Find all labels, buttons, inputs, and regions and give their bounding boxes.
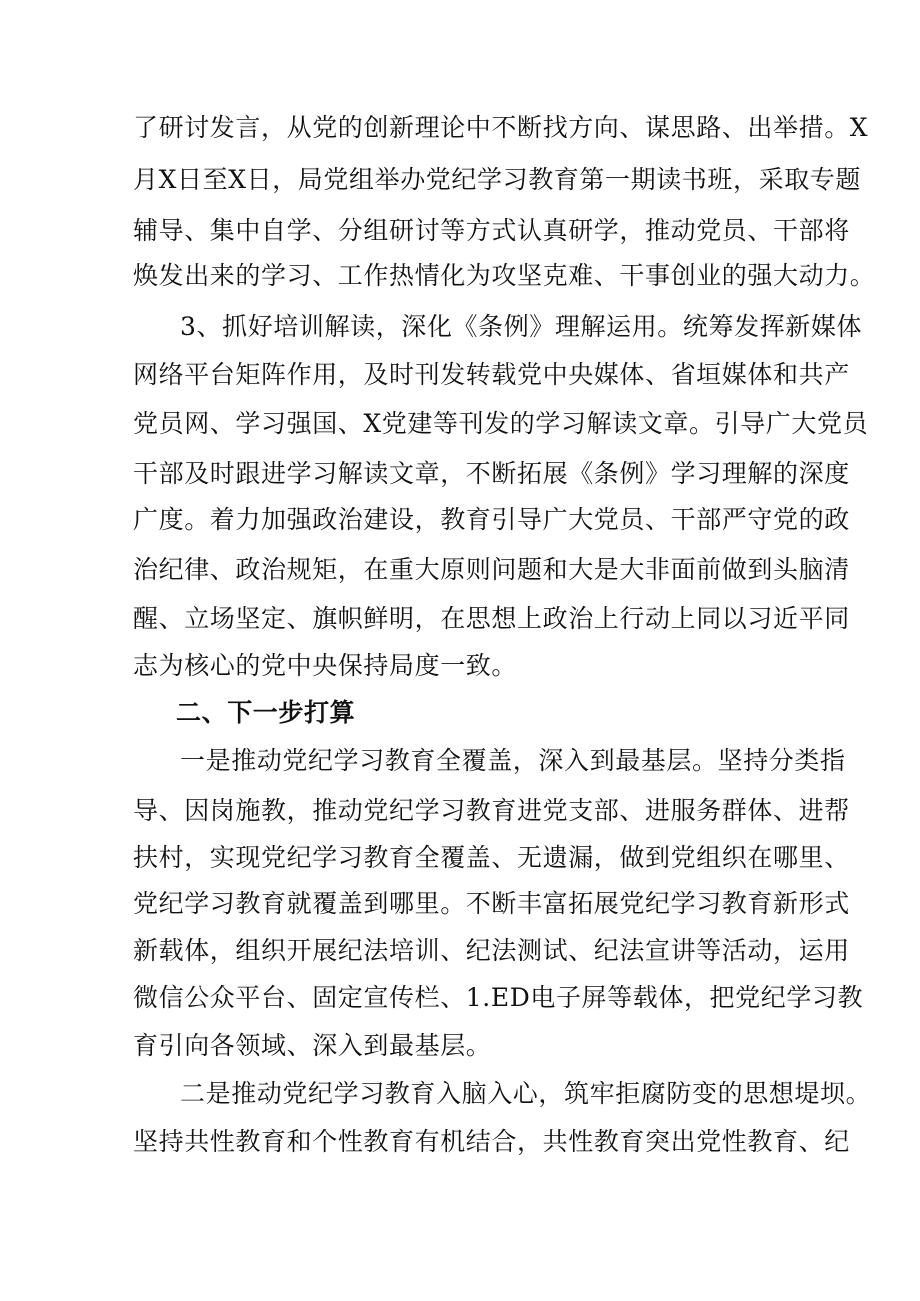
paragraph-first-line: 二是推动党纪学习教育入脑入心，筑牢拒腐防变的思想堤坝。 bbox=[180, 1079, 872, 1108]
text-line: 了研讨发言，从党的创新理论中不断找方向、谋思路、出举措。X bbox=[133, 113, 869, 142]
text-line: 焕发出来的学习、工作热情化为攻坚克难、干事创业的强大动力。 bbox=[133, 261, 876, 290]
text-line: 网络平台矩阵作用，及时刊发转载党中央媒体、省垣媒体和共产 bbox=[133, 360, 850, 389]
text-line: 党纪学习教育就覆盖到哪里。不断丰富拓展党纪学习教育新形式 bbox=[133, 889, 850, 918]
text-line: 育引向各领域、深入到最基层。 bbox=[133, 1031, 492, 1060]
text-line: 党员网、学习强国、X党建等刊发的学习解读文章。引导广大党员 bbox=[133, 409, 869, 438]
text-line: 扶村，实现党纪学习教育全覆盖、无遗漏，做到党组织在哪里、 bbox=[133, 843, 850, 872]
text-line: 月X日至X日，局党组举办党纪学习教育第一期读书班，采取专题 bbox=[133, 165, 861, 194]
text-line: 志为核心的党中央保持局度一致。 bbox=[133, 651, 518, 680]
text-line: 干部及时跟进学习解读文章，不断拓展《条例》学习理解的深度 bbox=[133, 459, 850, 488]
text-line: 醒、立场坚定、旗帜鲜明，在思想上政治上行动上同以习近平同 bbox=[133, 604, 850, 633]
text-line: 辅导、集中自学、分组研讨等方式认真研学，推动党员、干部将 bbox=[133, 216, 850, 245]
paragraph-first-line: 一是推动党纪学习教育全覆盖，深入到最基层。坚持分类指 bbox=[180, 746, 846, 775]
paragraph-first-line: 3、抓好培训解读，深化《条例》理解运用。统筹发挥新媒体 bbox=[180, 312, 863, 341]
section-heading: 二、下一步打算 bbox=[176, 698, 356, 727]
text-line: 广度。着力加强政治建设，教育引导广大党员、干部严守党的政 bbox=[133, 505, 850, 534]
text-line: 坚持共性教育和个性教育有机结合，共性教育突出党性教育、纪 bbox=[133, 1127, 850, 1156]
text-line: 治纪律、政治规矩，在重大原则问题和大是大非面前做到头脑清 bbox=[133, 555, 850, 584]
text-line: 新载体，组织开展纪法培训、纪法测试、纪法宣讲等活动，运用 bbox=[133, 936, 850, 965]
text-line: 导、因岗施教，推动党纪学习教育进党支部、进服务群体、进帮 bbox=[133, 796, 850, 825]
text-line: 微信公众平台、固定宣传栏、1.ED电子屏等载体，把党纪学习教 bbox=[133, 983, 864, 1012]
